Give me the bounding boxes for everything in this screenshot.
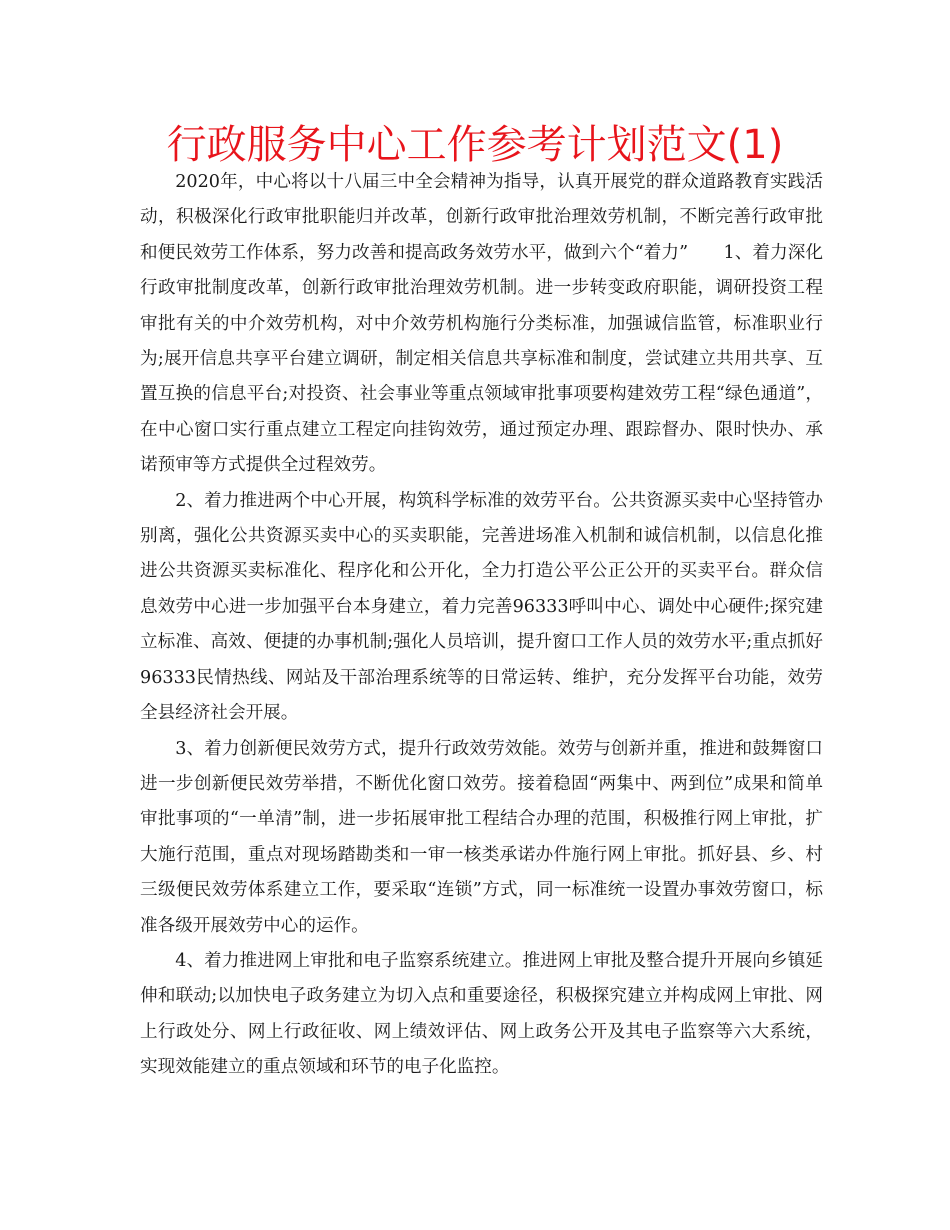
paragraph-2: 2、着力推进两个中心开展，构筑科学标准的效劳平台。公共资源买卖中心坚持管办别离，强化公共资源买卖中心的买卖职能，完善进场准入机制和诚信机制，以信息化推进公共资源买卖标准化、程序化和公开化，全力打造公平公正公开的买卖平台。群众信息效劳中心进一步加强平台本身建立，着力完善96333呼叫中心、调处中心硬件;探究建立标准、高效、便捷的办事机制;强化人员培训，提升窗口工作人员的效劳水平;重点抓好96333民情热线、网站及干部治理系统等的日常运转、维护，充分发挥平台功能，效劳全县经济社会开展。 — [140, 490, 823, 724]
document-title: 行政服务中心工作参考计划范文(1) — [166, 122, 784, 168]
paragraph-4: 4、着力推进网上审批和电子监察系统建立。推进网上审批及整合提升开展向乡镇延伸和联动;以加快电子政务建立为切入点和重要途径，积极探究建立并构成网上审批、网上行政处分、网上行政征收、网上绩效评估、网上政务公开及其电子监察等六大系统，实现效能建立的重点领域和环节的电子化监控。 — [140, 950, 823, 1078]
paragraph-intro: 2020年，中心将以十八届三中全会精神为指导，认真开展党的群众道路教育实践活动，积极深化行政审批职能归并改革，创新行政审批治理效劳机制，不断完善行政审批和便民效劳工作体系，努力改善和提高政务效劳水平，做到六个“着力” 1、着力深化行政审批制度改革，创新行政审批治理效劳机制。进一步转变政府职能，调研投资工程审批有关的中介效劳机构，对中介效劳机构施行分类标准，加强诚信监管，标准职业行为;展开信息共享平台建立调研，制定相关信息共享标准和制度，尝试建立共用共享、互置互换的信息平台;对投资、社会事业等重点领域审批事项要构建效劳工程“绿色通道”，在中心窗口实行重点建立工程定向挂钩效劳，通过预定办理、跟踪督办、限时快办、承诺预审等方式提供全过程效劳。 — [140, 172, 823, 476]
document-body — [140, 165, 823, 1086]
paragraph-3: 3、着力创新便民效劳方式，提升行政效劳效能。效劳与创新并重，推进和鼓舞窗口进一步创新便民效劳举措，不断优化窗口效劳。接着稳固“两集中、两到位”成果和简单审批事项的“一单清”制，进一步拓展审批工程结合办理的范围，积极推行网上审批，扩大施行范围，重点对现场踏勘类和一审一核类承诺办件施行网上审批。抓好县、乡、村三级便民效劳体系建立工作，要采取“连锁”方式，同一标准统一设置办事效劳窗口，标准各级开展效劳中心的运作。 — [140, 738, 823, 936]
